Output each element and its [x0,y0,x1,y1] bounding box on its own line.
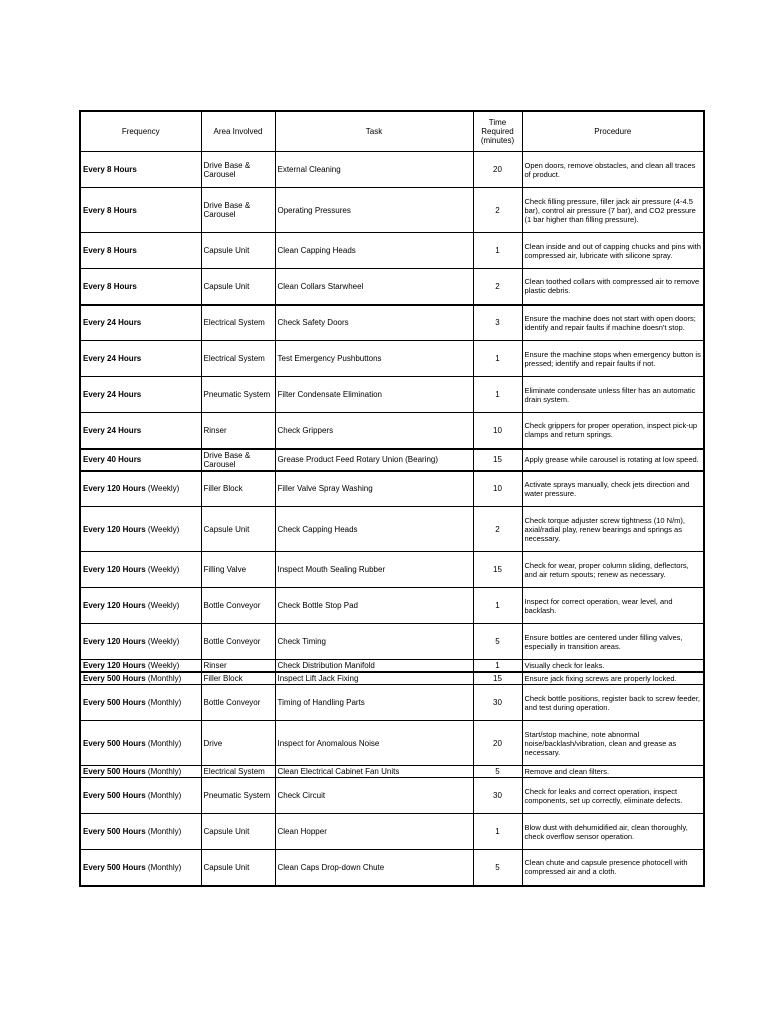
frequency-hours: Every 8 Hours [83,165,137,174]
cell-time: 1 [473,233,522,269]
cell-time: 5 [473,624,522,660]
cell-task: Operating Pressures [275,188,473,233]
cell-time: 1 [473,377,522,413]
table-row [80,269,704,305]
cell-area: Electrical System [201,305,275,341]
cell-task: Check Grippers [275,413,473,449]
cell-frequency [80,624,201,660]
frequency-hours: Every 500 Hours [83,862,146,872]
header-procedure: Procedure [522,111,704,152]
frequency-period: (Monthly) [145,862,182,872]
frequency-hours: Every 120 Hours [83,601,146,610]
cell-procedure: Clean chute and capsule presence photocell with compressed air and a cloth. [522,850,704,886]
cell-frequency [80,685,201,721]
cell-area: Capsule Unit [201,269,275,305]
table-row [80,660,704,673]
cell-area: Pneumatic System [201,377,275,413]
frequency-period: (Monthly) [145,791,182,800]
cell-task: Check Timing [275,624,473,660]
cell-area: Bottle Conveyor [201,588,275,624]
frequency-period: (Weekly) [145,601,180,610]
cell-area: Filling Valve [201,552,275,588]
frequency-hours: Every 8 Hours [83,281,137,291]
header-area: Area Involved [201,111,275,152]
cell-time: 2 [473,188,522,233]
cell-time: 30 [473,778,522,814]
cell-task: Filter Condensate Elimination [275,377,473,413]
cell-area: Capsule Unit [201,233,275,269]
table-row [80,778,704,814]
cell-frequency [80,778,201,814]
cell-task: Timing of Handling Parts [275,685,473,721]
cell-frequency [80,188,201,233]
cell-frequency [80,233,201,269]
cell-time: 15 [473,552,522,588]
table-row [80,471,704,507]
cell-time: 20 [473,721,522,766]
frequency-period: (Monthly) [145,738,182,748]
frequency-period: (Weekly) [145,484,180,494]
frequency-hours: Every 40 Hours [83,455,142,464]
header-row [80,111,704,152]
cell-procedure: Check bottle positions, register back to screw feeder, and test during operation. [522,685,704,721]
frequency-hours: Every 500 Hours [83,827,146,836]
cell-time: 1 [473,660,522,673]
frequency-hours: Every 120 Hours [83,637,146,646]
cell-task: Check Capping Heads [275,507,473,552]
cell-area: Rinser [201,413,275,449]
cell-task: Inspect Mouth Sealing Rubber [275,552,473,588]
frequency-hours: Every 24 Hours [83,390,142,399]
frequency-hours: Every 120 Hours [83,565,146,574]
table-row [80,507,704,552]
cell-procedure: Apply grease while carousel is rotating at low speed. [522,449,704,471]
cell-procedure: Check for leaks and correct operation, inspect components, set up correctly, eliminate defects. [522,778,704,814]
cell-area: Drive Base & Carousel [201,188,275,233]
cell-procedure: Eliminate condensate unless filter has an automatic drain system. [522,377,704,413]
cell-procedure: Visually check for leaks. [522,660,704,673]
frequency-hours: Every 120 Hours [83,484,146,494]
table-row [80,552,704,588]
cell-area: Capsule Unit [201,850,275,886]
cell-procedure: Clean inside and out of capping chucks and pins with compressed air, lubricate with silicone spray. [522,233,704,269]
table-row [80,377,704,413]
cell-frequency [80,850,201,886]
cell-area: Electrical System [201,766,275,778]
cell-procedure: Check torque adjuster screw tightness (10 N/m), axial/radial play, renew bearings and springs as necessary. [522,507,704,552]
header-task: Task [275,111,473,152]
cell-frequency [80,471,201,507]
table-row [80,685,704,721]
table-row [80,413,704,449]
cell-frequency [80,269,201,305]
cell-time: 2 [473,269,522,305]
cell-time: 30 [473,685,522,721]
cell-frequency [80,413,201,449]
cell-task: Check Safety Doors [275,305,473,341]
table-row [80,672,704,685]
table-row [80,850,704,886]
cell-time: 15 [473,672,522,685]
table-row [80,152,704,188]
cell-area: Bottle Conveyor [201,624,275,660]
table-row [80,588,704,624]
cell-procedure: Ensure the machine stops when emergency button is pressed; identify and repair faults if not. [522,341,704,377]
frequency-hours: Every 500 Hours [83,698,146,707]
frequency-period: (Weekly) [145,524,180,534]
cell-procedure: Start/stop machine, note abnormal noise/backlash/vibration, clean and grease as necessary. [522,721,704,766]
cell-time: 10 [473,471,522,507]
frequency-hours: Every 24 Hours [83,354,142,363]
cell-time: 1 [473,814,522,850]
frequency-hours: Every 8 Hours [83,205,137,215]
table-row [80,305,704,341]
cell-time: 1 [473,588,522,624]
table-row [80,233,704,269]
cell-time: 15 [473,449,522,471]
maintenance-table [79,110,705,887]
cell-frequency [80,341,201,377]
cell-procedure: Inspect for correct operation, wear level, and backlash. [522,588,704,624]
cell-task: Filler Valve Spray Washing [275,471,473,507]
frequency-hours: Every 120 Hours [83,661,146,670]
cell-procedure: Check for wear, proper column sliding, deflectors, and air return spouts; renew as necessary. [522,552,704,588]
cell-task: Test Emergency Pushbuttons [275,341,473,377]
cell-procedure: Ensure jack fixing screws are properly locked. [522,672,704,685]
header-frequency: Frequency [80,111,201,152]
cell-task: Clean Capping Heads [275,233,473,269]
table-row [80,449,704,471]
table-row [80,766,704,778]
cell-procedure: Remove and clean filters. [522,766,704,778]
cell-procedure: Activate sprays manually, check jets direction and water pressure. [522,471,704,507]
frequency-period: (Monthly) [145,698,182,707]
frequency-hours: Every 500 Hours [83,791,146,800]
cell-task: Clean Collars Starwheel [275,269,473,305]
cell-area: Capsule Unit [201,814,275,850]
cell-task: Inspect Lift Jack Fixing [275,672,473,685]
cell-task: Clean Hopper [275,814,473,850]
table-row [80,814,704,850]
cell-procedure: Open doors, remove obstacles, and clean all traces of product. [522,152,704,188]
frequency-hours: Every 500 Hours [83,767,146,776]
cell-procedure: Blow dust with dehumidified air, clean thoroughly, check overflow sensor operation. [522,814,704,850]
cell-area: Rinser [201,660,275,673]
cell-procedure: Clean toothed collars with compressed air to remove plastic debris. [522,269,704,305]
cell-frequency [80,660,201,673]
cell-frequency [80,814,201,850]
frequency-hours: Every 24 Hours [83,318,142,328]
cell-frequency [80,152,201,188]
frequency-hours: Every 500 Hours [83,674,146,683]
cell-time: 5 [473,850,522,886]
cell-frequency [80,449,201,471]
cell-frequency [80,507,201,552]
maintenance-schedule [79,110,703,887]
cell-time: 10 [473,413,522,449]
cell-task: Check Distribution Manifold [275,660,473,673]
cell-frequency [80,305,201,341]
cell-frequency [80,377,201,413]
frequency-period: (Weekly) [145,637,180,646]
cell-task: Clean Caps Drop-down Chute [275,850,473,886]
cell-task: External Cleaning [275,152,473,188]
cell-frequency [80,552,201,588]
frequency-period: (Weekly) [145,565,180,574]
cell-procedure: Check grippers for proper operation, inspect pick-up clamps and return springs. [522,413,704,449]
cell-procedure: Ensure the machine does not start with open doors; identify and repair faults if machine doesn't stop. [522,305,704,341]
table-body [80,152,704,886]
cell-frequency [80,672,201,685]
table-row [80,341,704,377]
cell-area: Drive [201,721,275,766]
frequency-period: (Monthly) [145,767,182,776]
cell-frequency [80,721,201,766]
table-row [80,721,704,766]
cell-area: Filler Block [201,471,275,507]
cell-frequency [80,766,201,778]
table-row [80,188,704,233]
cell-procedure: Check filling pressure, filler jack air pressure (4-4.5 bar), control air pressure (7 bar), and CO2 pressure (1 bar higher than filling pressure). [522,188,704,233]
cell-task: Check Circuit [275,778,473,814]
header-time [473,111,522,152]
cell-time: 3 [473,305,522,341]
cell-frequency [80,588,201,624]
header-time-line2: (minutes) [480,136,515,145]
frequency-period: (Monthly) [145,674,182,683]
cell-procedure: Ensure bottles are centered under filling valves, especially in transition areas. [522,624,704,660]
table-row [80,624,704,660]
cell-time: 5 [473,766,522,778]
cell-time: 2 [473,507,522,552]
cell-area: Filler Block [201,672,275,685]
cell-area: Drive Base & Carousel [201,449,275,471]
frequency-period: (Monthly) [145,827,182,836]
frequency-hours: Every 8 Hours [83,246,137,255]
cell-time: 1 [473,341,522,377]
frequency-hours: Every 120 Hours [83,524,146,534]
cell-area: Electrical System [201,341,275,377]
cell-task: Check Bottle Stop Pad [275,588,473,624]
cell-area: Bottle Conveyor [201,685,275,721]
cell-task: Clean Electrical Cabinet Fan Units [275,766,473,778]
frequency-hours: Every 24 Hours [83,425,142,435]
cell-area: Drive Base & Carousel [201,152,275,188]
frequency-period: (Weekly) [145,661,180,670]
frequency-hours: Every 500 Hours [83,738,146,748]
cell-task: Grease Product Feed Rotary Union (Bearing) [275,449,473,471]
cell-area: Capsule Unit [201,507,275,552]
cell-area: Pneumatic System [201,778,275,814]
cell-time: 20 [473,152,522,188]
header-time-line1: Time Required [481,118,514,136]
cell-task: Inspect for Anomalous Noise [275,721,473,766]
